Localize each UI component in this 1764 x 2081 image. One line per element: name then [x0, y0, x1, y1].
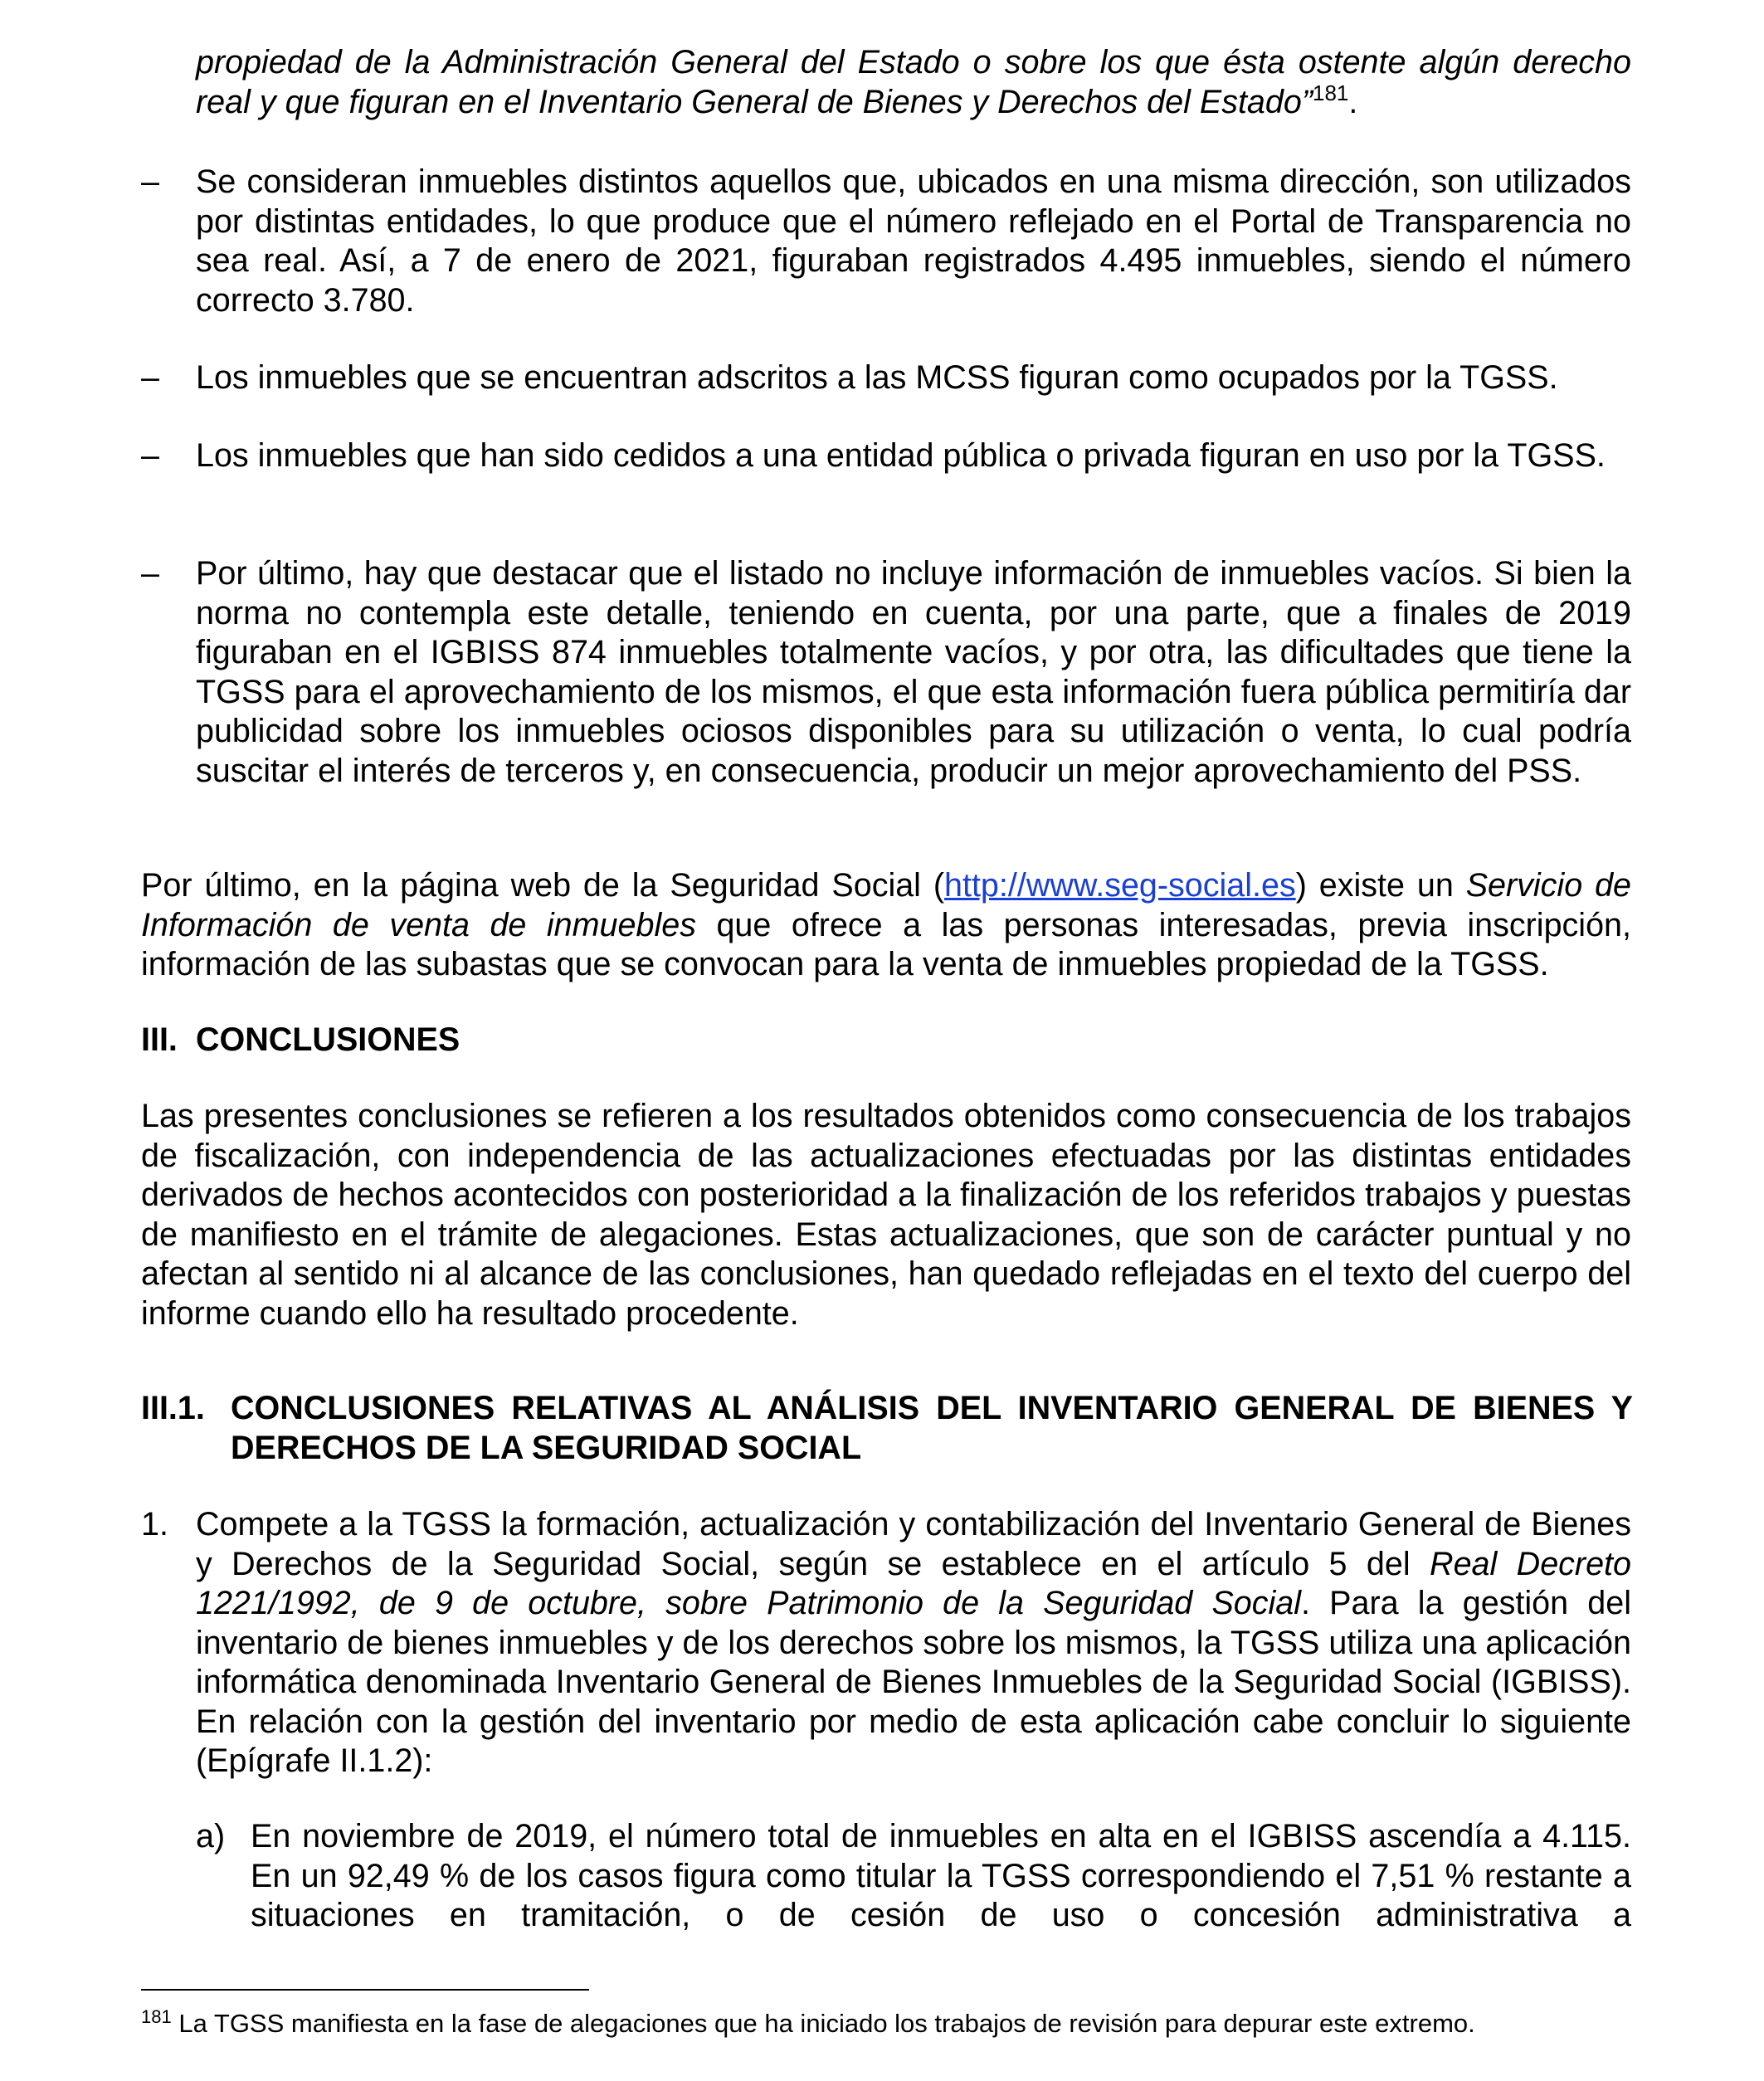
section-number: III. — [141, 1021, 178, 1058]
quote-end-period: . — [1348, 83, 1358, 120]
conclusions-intro-paragraph: Las presentes conclusiones se refieren a los resultados obtenidos como consecuencia de los trabajos de fiscalización, con independencia de las actualizaciones efectuadas por las distintas entidades derivados de hechos acontecidos con posterioridad a la finalización de los referidos trabajos y puestas de manifiesto en el trámite de alegaciones. Estas actualizaciones, que son de carácter puntual y no afectan al sentido ni al alcance de las conclusiones, han quedado reflejadas en el texto del cuerpo del informe cuando ello ha resultado procedente. — [141, 1098, 1631, 1332]
web-text-after: que ofrece a las personas interesadas, previa inscripción, información de las subastas que se convocan para la venta de inmuebles propiedad de la TGSS. — [141, 906, 1631, 982]
bullet-dash: – — [141, 437, 159, 474]
web-text-before: Por último, en la página web de la Seguridad Social ( — [141, 867, 945, 904]
bullet-dash: – — [141, 359, 159, 396]
quote-continuation-paragraph — [196, 43, 1631, 122]
footnote — [141, 2008, 1475, 2040]
item-letter: a) — [196, 1818, 226, 1854]
bullet-item-ceded-buildings: Los inmuebles que han sido cedidos a una entidad pública o privada figuran en uso por la TGSS. — [196, 437, 1606, 474]
footnote-text: La TGSS manifiesta en la fase de alegaciones que ha iniciado los trabajos de revisión para depurar este extremo. — [178, 2009, 1475, 2038]
conclusion-item-1 — [196, 1505, 1631, 1781]
item1-decree-name: Real Decreto 1221/1992, de 9 de octubre, sobre Patrimonio de la Seguridad Social — [196, 1545, 1631, 1621]
section-heading — [141, 1021, 178, 1060]
bullet-item-mcss-buildings: Los inmuebles que se encuentran adscritos a las MCSS figuran como ocupados por la TGSS. — [196, 359, 1558, 396]
subsection-title: CONCLUSIONES RELATIVAS AL ANÁLISIS DEL INVENTARIO GENERAL DE BIENES Y DERECHOS DE LA SEGURIDAD SOCIAL — [231, 1390, 1633, 1466]
conclusion-item-a: En noviembre de 2019, el número total de inmuebles en alta en el IGBISS ascendía a 4.115. En un 92,49 % de los casos figura como titular la TGSS correspondiendo el 7,51 % restante a situaciones en tramitación, o de cesión de uso o concesión administrativa a — [251, 1818, 1631, 1933]
web-service-paragraph — [141, 866, 1631, 985]
quote-text: propiedad de la Administración General del Estado o sobre los que ésta ostente algún derecho real y que figuran en el Inventario General de Bienes y Derechos del Estado” — [196, 44, 1631, 120]
item-number: 1. — [141, 1506, 168, 1542]
item1-text-after: . Para la gestión del inventario de bienes inmuebles y de los derechos sobre los mismos, la TGSS utiliza una aplicación informática denominada Inventario General de Bienes Inmuebles de la Seguridad Social (IGBISS). En relación con la gestión del inventario por medio de esta aplicación cabe concluir lo siguiente (Epígrafe II.1.2): — [196, 1585, 1631, 1779]
bullet-dash: – — [141, 555, 159, 592]
web-service-name: Servicio de Información de venta de inmuebles — [141, 867, 1632, 943]
footnote-separator — [141, 1989, 589, 1991]
footnote-reference: 181 — [1313, 80, 1349, 105]
web-text-mid: ) existe un — [1295, 867, 1466, 904]
footnote-number: 181 — [141, 2006, 172, 2027]
bullet-item-distinct-buildings: Se consideran inmuebles distintos aquellos que, ubicados en una misma dirección, son utilizados por distintas entidades, lo que produce que el número reflejado en el Portal de Transparencia no sea real. Así, a 7 de enero de 2021, figuraban registrados 4.495 inmuebles, siendo el número correcto 3.780. — [196, 163, 1631, 319]
bullet-dash: – — [141, 163, 159, 200]
item1-text-before: Compete a la TGSS la formación, actualización y contabilización del Inventario General de Bienes y Derechos de la Seguridad Social, según se establece en el artículo 5 del — [196, 1506, 1631, 1582]
seg-social-link[interactable]: http://www.seg-social.es — [944, 867, 1296, 904]
section-title: CONCLUSIONES — [196, 1021, 460, 1058]
subsection-number: III.1. — [141, 1390, 205, 1426]
bullet-item-empty-buildings: Por último, hay que destacar que el listado no incluye información de inmuebles vacíos. Si bien la norma no contempla este detalle, teniendo en cuenta, por una parte, que a finales de 2019 figuraban en el IGBISS 874 inmuebles totalmente vacíos, y por otra, las dificultades que tiene la TGSS para el aprovechamiento de los mismos, el que esta información fuera pública permitiría dar publicidad sobre los inmuebles ociosos disponibles para su utilización o venta, lo cual podría suscitar el interés de terceros y, en consecuencia, producir un mejor aprovechamiento del PSS. — [196, 555, 1631, 789]
